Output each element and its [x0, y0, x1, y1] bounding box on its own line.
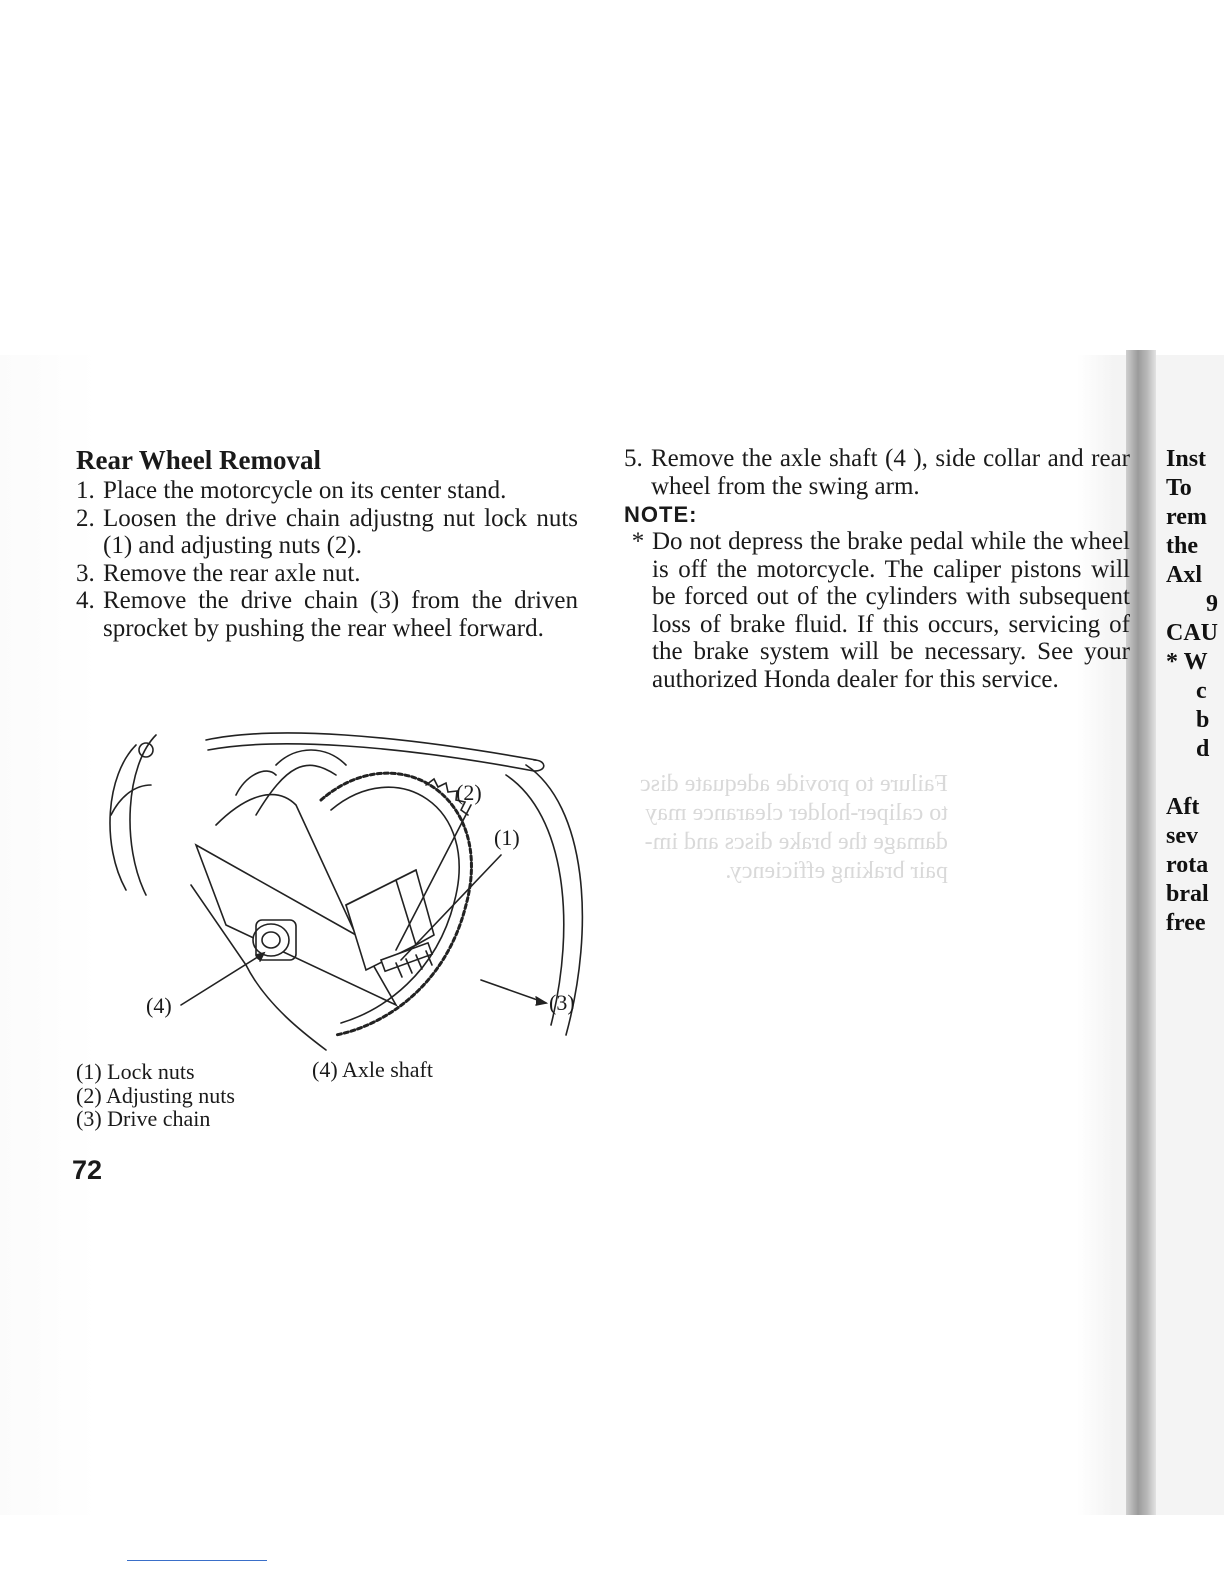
note-label: NOTE:	[624, 502, 698, 527]
figure-legend-left	[76, 1060, 235, 1131]
left-column	[76, 445, 578, 642]
legend-lock-nuts: (1) Lock nuts	[76, 1059, 195, 1084]
steps-list-continued	[624, 445, 1130, 500]
right-column	[624, 445, 1130, 693]
note-text: Do not depress the brake pedal while the wheel is off the motorcycle. The caliper pistons will be forced out of the cylinders with subsequent loss of brake fluid. If this occurs, servicing of the brake system will be necessary. See your authorized Honda dealer for this service.	[652, 528, 1130, 693]
callout-2: (2)	[456, 780, 482, 805]
step-1: 1. Place the motorcycle on its center stand.	[76, 477, 507, 504]
step-2: 2. Loosen the drive chain adjustng nut lock nuts (1) and adjusting nuts (2).	[76, 504, 578, 559]
step-5: 5. Remove the axle shaft (4 ), side collar and rear wheel from the swing arm.	[624, 445, 1130, 500]
legend-adjusting-nuts: (2) Adjusting nuts	[76, 1082, 235, 1108]
next-page-edge: Inst To rem the Axl 9 CAU * W c b d Aft sev rota bral free	[1166, 446, 1218, 936]
section-title: Rear Wheel Removal	[76, 445, 321, 475]
note-bullet: *	[631, 528, 645, 555]
note-item	[624, 528, 1130, 693]
steps-list	[76, 477, 578, 642]
figure-legend-right	[312, 1058, 433, 1082]
legend-axle-shaft: (4) Axle shaft	[312, 1057, 433, 1082]
bottom-rule	[127, 1560, 267, 1561]
rear-axle-drawing	[96, 705, 596, 1060]
rear-axle-illustration	[96, 705, 596, 1060]
legend-drive-chain: (3) Drive chain	[76, 1106, 211, 1131]
callout-1: (1)	[494, 825, 520, 850]
callout-4: (4)	[146, 993, 172, 1018]
step-3: 3. Remove the rear axle nut.	[76, 559, 361, 587]
book-spine-shadow	[1126, 350, 1156, 1515]
bleed-through-text: Failure to provide adequate disc to caliper-holder clearance may damage the brake discs and im- pair braking efficiency.	[640, 771, 948, 884]
callout-3: (3)	[549, 990, 575, 1015]
step-4: 4. Remove the drive chain (3) from the driven sprocket by pushing the rear wheel forward.	[76, 587, 578, 642]
page-number: 72	[72, 1155, 103, 1185]
